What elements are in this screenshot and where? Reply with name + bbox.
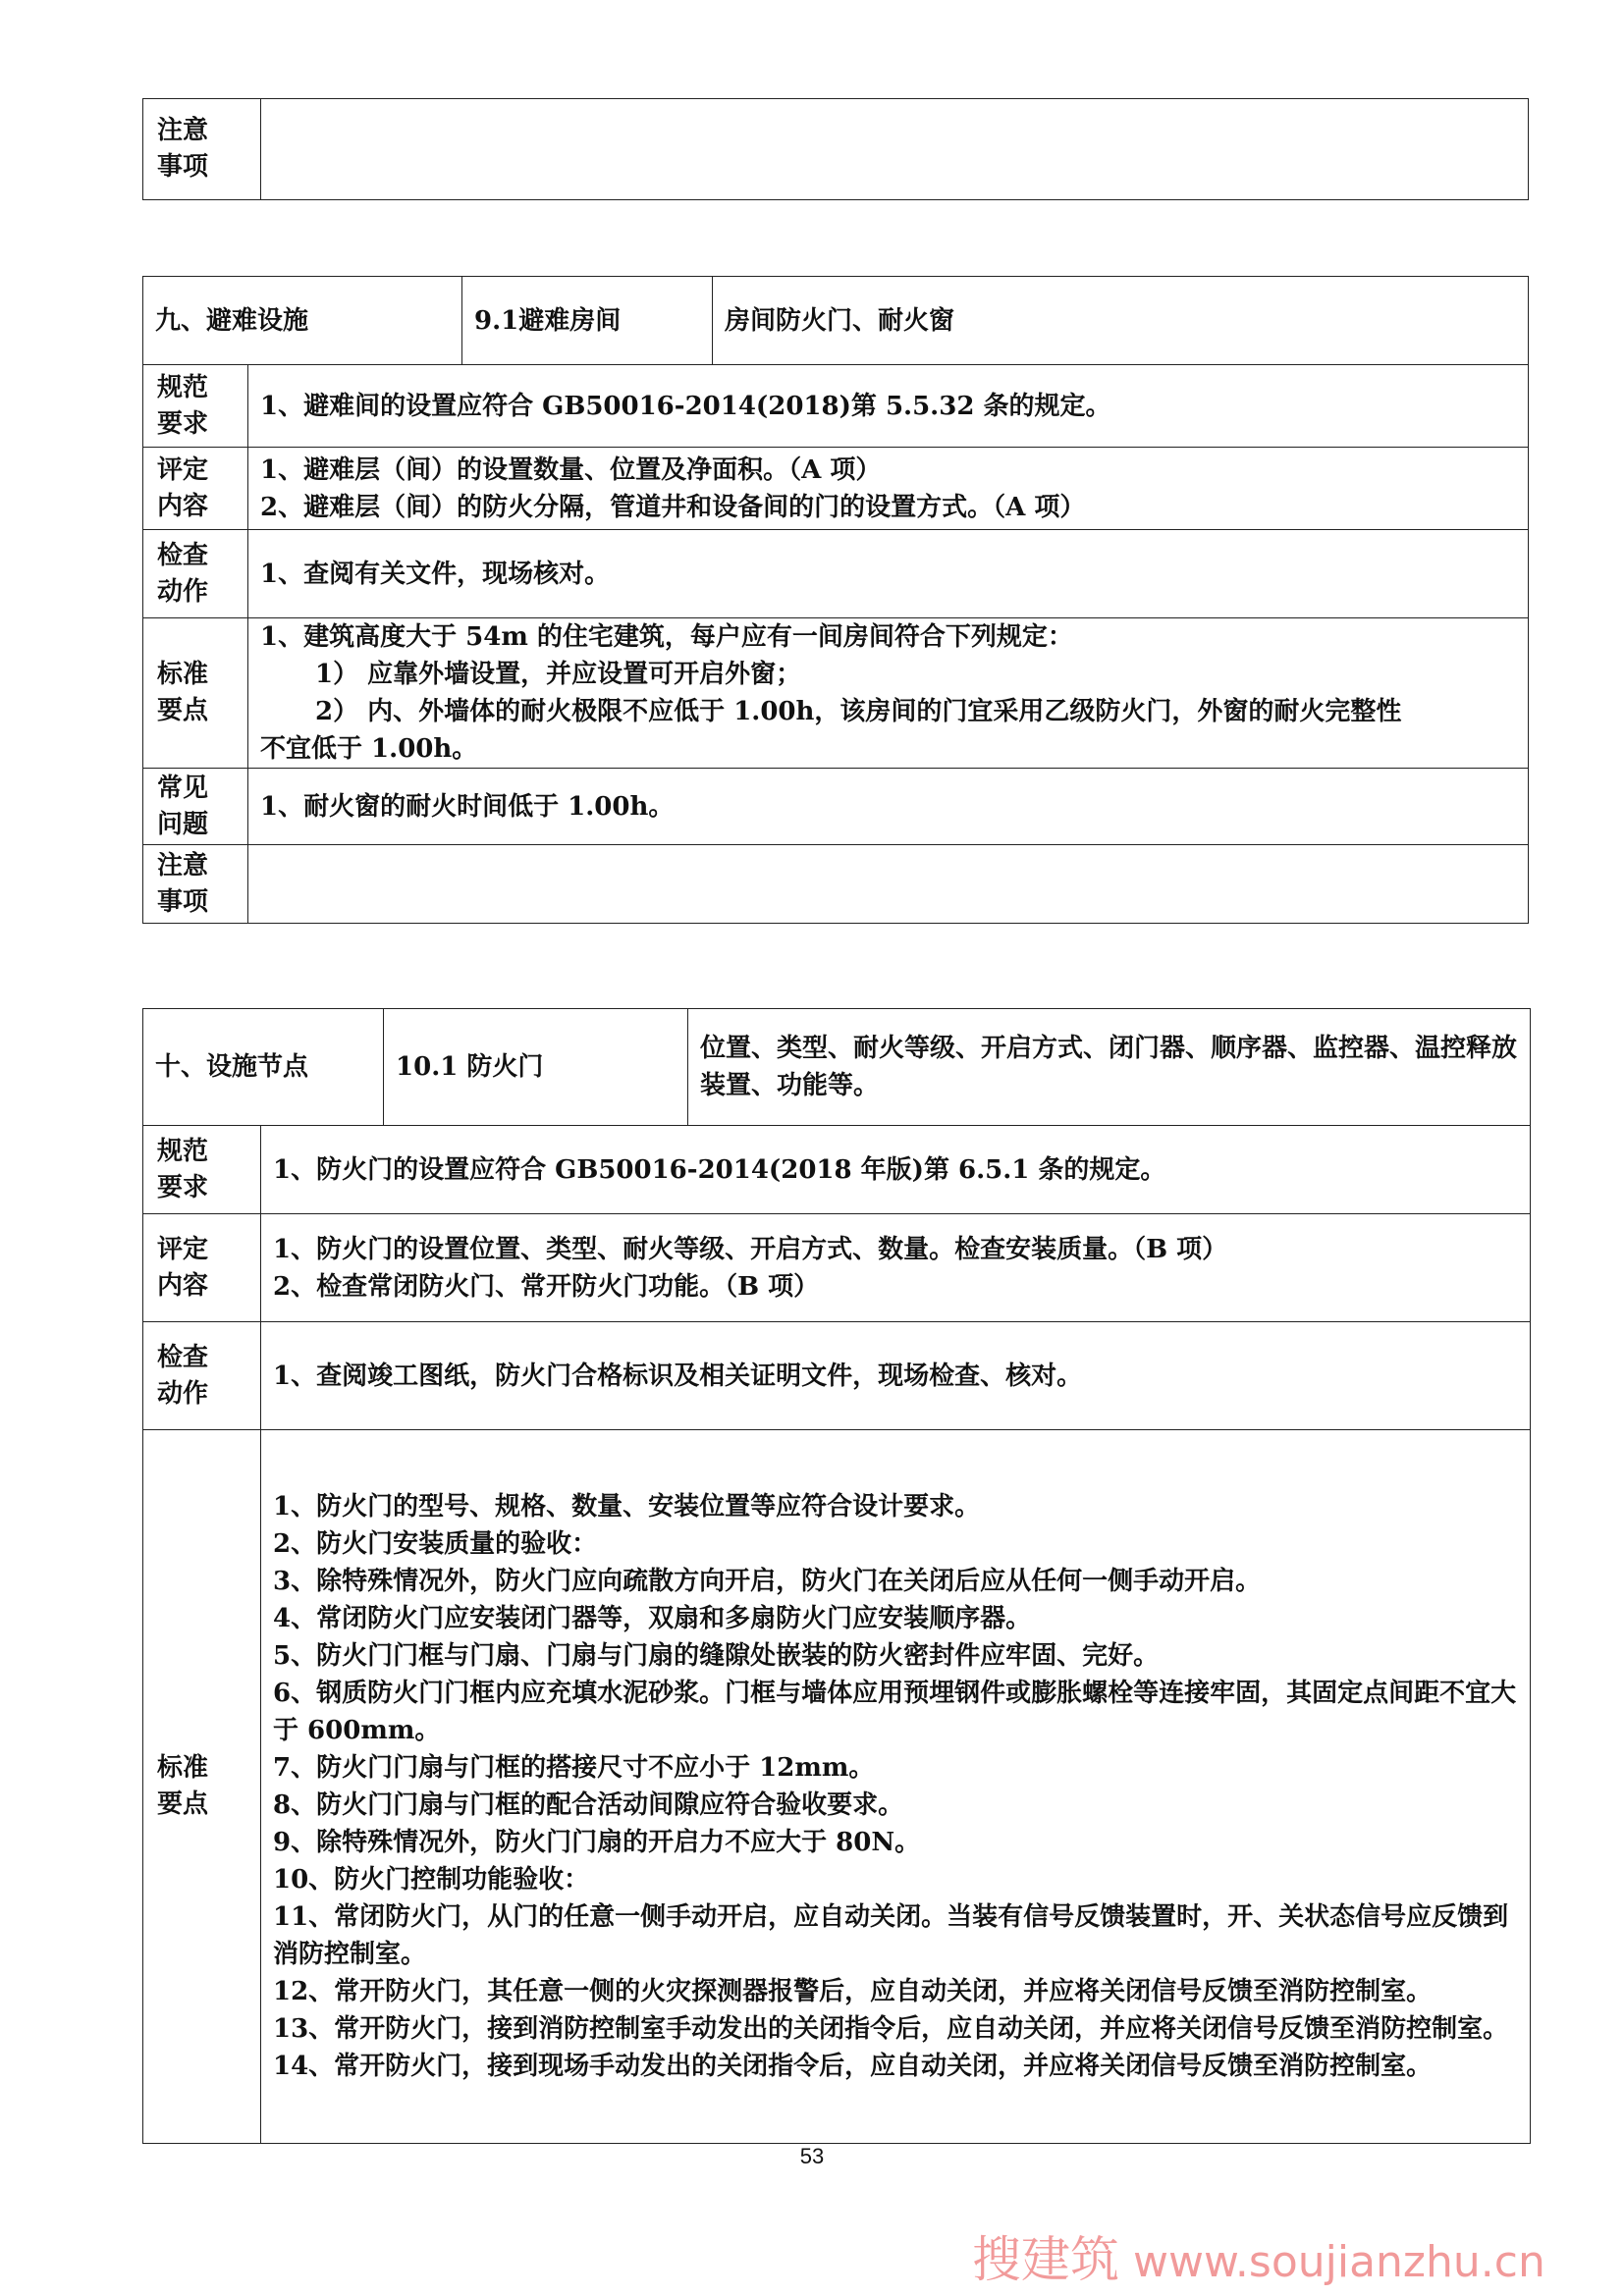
check-items: 房间防火门、耐火窗: [713, 277, 1529, 365]
standard-row: [143, 618, 1529, 769]
spec-row: [143, 1126, 1531, 1214]
spec-content: 1、避难间的设置应符合 GB50016-2014(2018)第 5.5.32 条的规定。: [248, 365, 1529, 448]
eval-row: [143, 448, 1529, 530]
issues-content: 1、耐火窗的耐火时间低于 1.00h。: [248, 769, 1529, 845]
spec-label: 规范 要求: [143, 365, 248, 448]
standard-content: 1、防火门的型号、规格、数量、安装位置等应符合设计要求。 2、防火门安装质量的验收： 3、除特殊情况外，防火门应向疏散方向开启，防火门在关闭后应从任何一侧手动开启。 4、常闭防火门应安装闭门器等，双扇和多扇防火门应安装顺序器。 5、防火门门框与门扇、门扇与门扇的缝隙处嵌装的防火密封件应牢固、完好。 6、钢质防火门门框内应充填水泥砂浆。门框与墙体应用预埋钢件或膨胀螺栓等连接牢固，其固定点间距不宜大于 600mm。 7、防火门门扇与门框的搭接尺寸不应小于 12mm。 8、防火门门扇与门框的配合活动间隙应符合验收要求。 9、除特殊情况外，防火门门扇的开启力不应大于 80N。 10、防火门控制功能验收： 11、常闭防火门，从门的任意一侧手动开启，应自动关闭。当装有信号反馈装置时，开、关状态信号应反馈到消防控制室。 12、常开防火门，其任意一侧的火灾探测器报警后，应自动关闭，并应将关闭信号反馈至消防控制室。 13、常开防火门，接到消防控制室手动发出的关闭指令后，应自动关闭，并应将关闭信号反馈至消防控制室。 14、常开防火门，接到现场手动发出的关闭指令后，应自动关闭，并应将关闭信号反馈至消防控制室。: [261, 1430, 1531, 2144]
issues-row: [143, 769, 1529, 845]
standard-label: 标准 要点: [143, 1430, 261, 2144]
section-9-table: [142, 276, 1529, 924]
notes-table-top: [142, 98, 1529, 200]
eval-content: 1、防火门的设置位置、类型、耐火等级、开启方式、数量。检查安装质量。（B 项） 2、检查常闭防火门、常开防火门功能。（B 项）: [261, 1214, 1531, 1322]
check-row: [143, 1322, 1531, 1430]
check-row: [143, 530, 1529, 618]
eval-label: 评定 内容: [143, 1214, 261, 1322]
standard-label: 标准 要点: [143, 618, 248, 769]
spec-content: 1、防火门的设置应符合 GB50016-2014(2018 年版)第 6.5.1 条的规定。: [261, 1126, 1531, 1214]
notes-content: [248, 845, 1529, 924]
watermark: [972, 2220, 1545, 2291]
check-content: 1、查阅有关文件，现场核对。: [248, 530, 1529, 618]
section-title: 九、避难设施: [143, 277, 462, 365]
standard-row: [143, 1430, 1531, 2144]
watermark-name: 搜建筑: [972, 2231, 1119, 2288]
section-header-row: [143, 277, 1529, 365]
check-label: 检查 动作: [143, 530, 248, 618]
notes-row: [143, 845, 1529, 924]
issues-label: 常见 问题: [143, 769, 248, 845]
watermark-url: www.soujianzhu.cn: [1133, 2237, 1545, 2287]
check-label: 检查 动作: [143, 1322, 261, 1430]
section-title: 十、设施节点: [143, 1009, 384, 1126]
check-content: 1、查阅竣工图纸，防火门合格标识及相关证明文件，现场检查、核对。: [261, 1322, 1531, 1430]
notes-content: [261, 99, 1529, 200]
eval-label: 评定 内容: [143, 448, 248, 530]
subsection-title: 9.1避难房间: [462, 277, 713, 365]
notes-label: 注意 事项: [143, 99, 261, 200]
section-10-table: [142, 1008, 1531, 2144]
standard-content: 1、建筑高度大于 54m 的住宅建筑，每户应有一间房间符合下列规定： 1） 应靠外墙设置，并应设置可开启外窗； 2） 内、外墙体的耐火极限不应低于 1.00h，该房间的门宜采用乙级防火门，外窗的耐火完整性 不宜低于 1.00h。: [248, 618, 1529, 769]
page-number: 53: [799, 2144, 825, 2168]
spec-label: 规范 要求: [143, 1126, 261, 1214]
notes-label: 注意 事项: [143, 845, 248, 924]
eval-content: 1、避难层（间）的设置数量、位置及净面积。（A 项） 2、避难层（间）的防火分隔，管道井和设备间的门的设置方式。（A 项）: [248, 448, 1529, 530]
section-header-row: [143, 1009, 1531, 1126]
subsection-title: 10.1 防火门: [384, 1009, 688, 1126]
check-items: 位置、类型、耐火等级、开启方式、闭门器、顺序器、监控器、温控释放装置、功能等。: [688, 1009, 1531, 1126]
spec-row: [143, 365, 1529, 448]
eval-row: [143, 1214, 1531, 1322]
